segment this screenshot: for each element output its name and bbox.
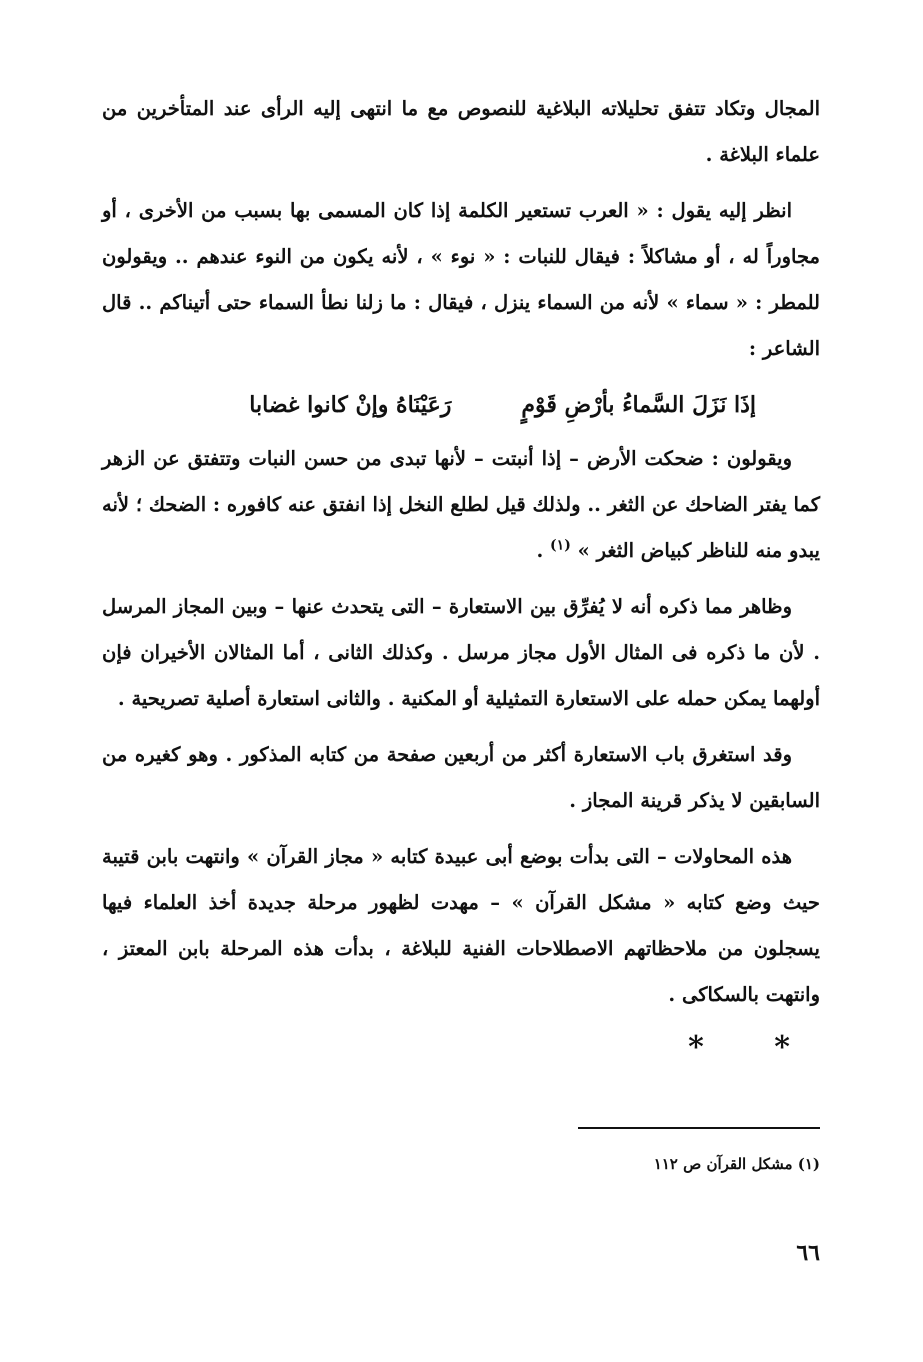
paragraph-3 [102, 436, 820, 574]
paragraph-6: هذه المحاولات – التى بدأت بوضع أبى عبيدة كتابه « مجاز القرآن » وانتهت بابن قتيبة حيث وضع كتابه « مشكل القرآن » – مهدت لظهور مرحلة جديدة أخذ العلماء فيها يسجلون من ملاحظاتهم الاصطلاحات الفنية للبلاغة ، بدأت هذه المرحلة بابن المعتز ، وانتهت بالسكاكى . [102, 845, 820, 1006]
paragraph-2: انظر إليه يقول : « العرب تستعير الكلمة إذا كان المسمى بها بسبب من الأخرى ، أو مجاوراً له ، أو مشاكلاً : فيقال للنبات : « نوء » ، لأنه يكون من النوء عندهم .. ويقولون للمطر : « سماء » لأنه من السماء ينزل ، فيقال : ما زلنا نطأ السماء حتى أتيناكم .. قال الشاعر : [102, 199, 820, 360]
poetry-verse [102, 382, 820, 428]
footnote-divider [578, 1127, 820, 1129]
verse-hemistich-1: إذَا نَزَلَ السَّماءُ بأرْضِ قَوْمٍ [521, 392, 756, 418]
paragraph-5: وقد استغرق باب الاستعارة أكثر من أربعين صفحة من كتابه المذكور . وهو كغيره من السابقين لا يذكر قرينة المجاز . [102, 743, 820, 812]
paragraph-1: المجال وتكاد تتفق تحليلاته البلاغية للنصوص مع ما انتهى إليه الرأى عند المتأخرين من علماء البلاغة . [102, 97, 820, 166]
paragraph-4: وظاهر مما ذكره أنه لا يُفرِّق بين الاستعارة – التى يتحدث عنها – وبين المجاز المرسل . لأن ما ذكره فى المثال الأول مجاز مرسل . وكذلك الثانى ، أما المثالان الأخيران فإن أولهما يمكن حمله على الاستعارة التمثيلية أو المكنية . والثانى استعارة أصلية تصريحية . [102, 595, 820, 710]
main-text [102, 86, 820, 1068]
verse-hemistich-2: رَعَيْنَاهُ وإنْ كانوا غضابا [249, 392, 452, 418]
footnote: (١) مشكل القرآن ص ١١٢ [653, 1155, 820, 1173]
section-separator [102, 1028, 820, 1068]
paragraph-3-text: ويقولون : ضحكت الأرض – إذا أنبتت – لأنها تبدى من حسن النبات وتتفتق عن الزهر كما يفتر الضاحك عن الثغر .. ولذلك قيل لطلع النخل إذا انفتق عنه كافوره : الضحك ؛ لأنه يبدو منه للناظر كبياض الثغر » [102, 447, 820, 562]
separator-star-2: * [774, 1030, 790, 1065]
separator-star-1: * [688, 1030, 704, 1065]
page-number: ٦٦ [796, 1240, 820, 1266]
footnote-reference: (١) [550, 537, 571, 554]
paragraph-3-end: . [536, 539, 551, 562]
